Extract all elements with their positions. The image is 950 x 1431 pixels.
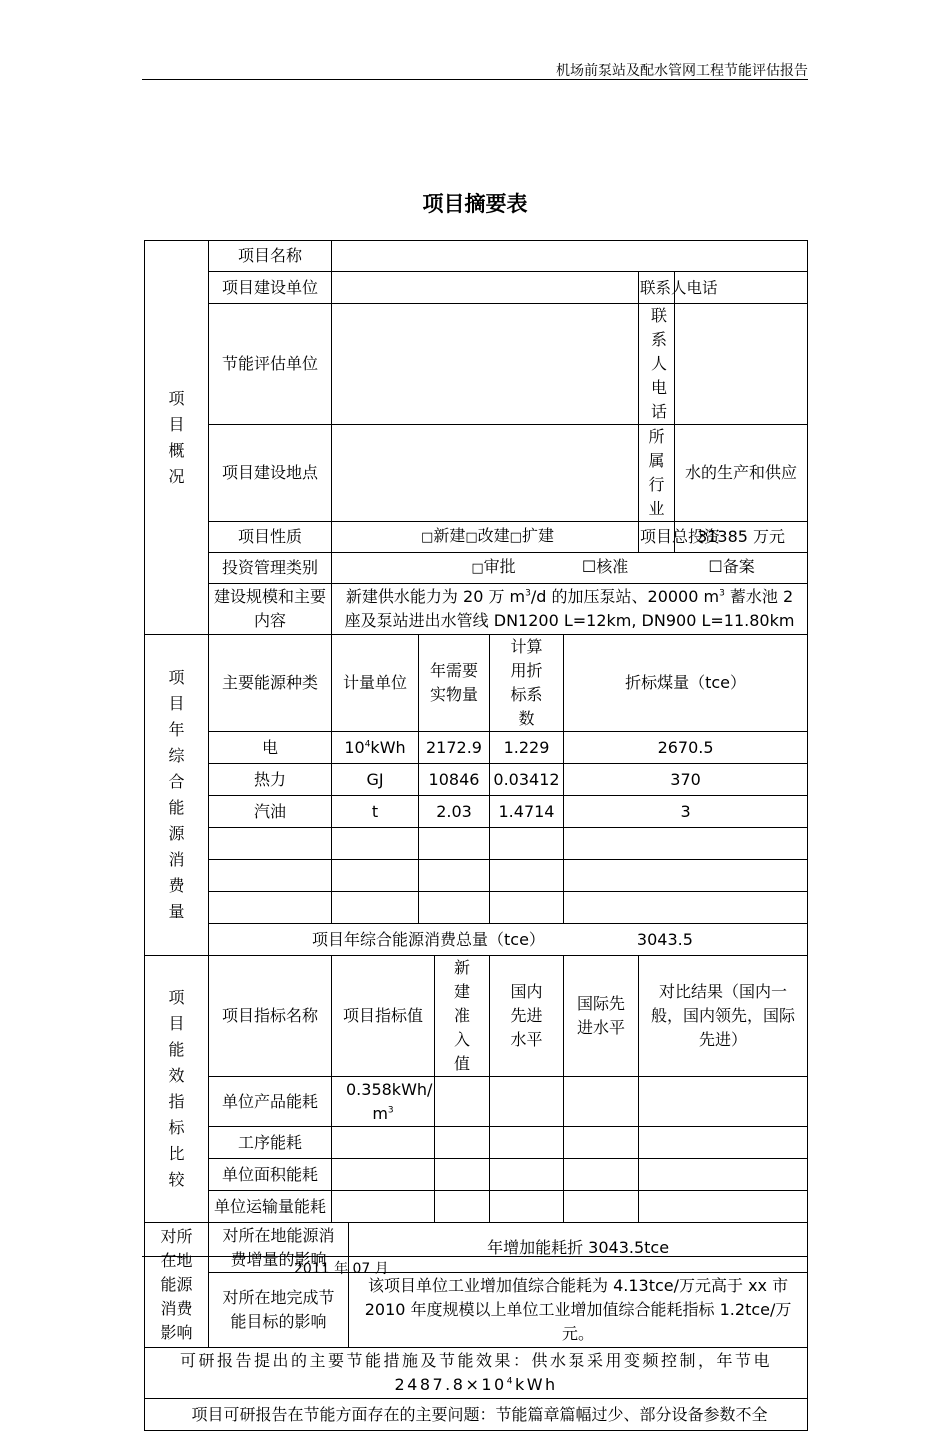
empty-cell (639, 1077, 808, 1127)
empty-cell (639, 1127, 808, 1159)
project-name-label: 项目名称 (209, 241, 332, 272)
mgmt-approve-label: 审批 (483, 557, 516, 576)
efficiency-name-cell: 单位运输量能耗 (209, 1191, 332, 1223)
table-row (145, 828, 808, 860)
table-row (145, 584, 808, 635)
issues-cell: 项目可研报告在节能方面存在的主要问题：节能篇章篇幅过少、部分设备参数不全 (145, 1399, 808, 1431)
checkbox-expand-icon: □ (509, 530, 522, 545)
empty-cell (435, 1077, 490, 1127)
table-row (145, 1348, 808, 1399)
energy-unit-cell: $10^4kWh$ (332, 732, 419, 764)
energy-coal-cell: 3 (564, 796, 808, 828)
empty-cell (564, 1159, 639, 1191)
table-row (145, 732, 808, 764)
empty-cell (419, 860, 490, 892)
energy-unit-cell: t (332, 796, 419, 828)
table-row (145, 425, 808, 522)
energy-coal-cell: 370 (564, 764, 808, 796)
efficiency-value-cell (332, 1127, 435, 1159)
measures-cell: 可研报告提出的主要节能措施及节能效果：供水泵采用变频控制，年节电 $2487.8\times 10^4kWh$ (145, 1348, 808, 1399)
contact-phone-label: 联系人电话 (639, 272, 675, 304)
efficiency-name-cell: 工序能耗 (209, 1127, 332, 1159)
energy-factor-cell: 1.229 (490, 732, 564, 764)
section-label-overview: 项目概况 (145, 241, 209, 635)
scale-label: 建设规模和主要内容 (209, 584, 332, 635)
energy-total-row (209, 924, 808, 956)
energy-annual-cell: 10846 (419, 764, 490, 796)
investment-label: 项目总投资 (639, 522, 675, 553)
section-label-impact: 对所在地能源消费影响 (145, 1223, 209, 1348)
empty-cell (564, 1077, 639, 1127)
energy-factor-cell: 0.03412 (490, 764, 564, 796)
empty-cell (490, 1159, 564, 1191)
table-row (145, 764, 808, 796)
contact-phone-value-2 (675, 304, 808, 425)
empty-cell (639, 1191, 808, 1223)
nature-expand-label: 扩建 (521, 526, 554, 545)
table-row (145, 956, 808, 1077)
empty-cell (490, 828, 564, 860)
empty-cell (490, 1127, 564, 1159)
table-row (145, 522, 808, 553)
header-energy-type: 主要能源种类 (209, 635, 332, 732)
checkbox-approve-icon: □ (471, 561, 484, 576)
checkbox-record-icon: ☐ (708, 557, 723, 576)
header-coal: 折标煤量（tce） (564, 635, 808, 732)
energy-total-label: 项目年综合能源消费总量（tce） (312, 929, 545, 949)
empty-cell (490, 1191, 564, 1223)
nature-options (332, 522, 639, 553)
table-row (145, 1191, 808, 1223)
industry-value: 水的生产和供应 (675, 425, 808, 522)
mgmt-label: 投资管理类别 (209, 553, 332, 584)
table-row (145, 1159, 808, 1191)
empty-cell (209, 892, 332, 924)
assessor-value (332, 304, 639, 425)
investment-value: 31385 万元 (675, 522, 808, 553)
header-unit: 计量单位 (332, 635, 419, 732)
energy-total-value: 3043.5 (636, 929, 693, 949)
table-row (145, 304, 808, 425)
table-row (145, 1223, 808, 1273)
table-row (145, 1127, 808, 1159)
empty-cell (435, 1159, 490, 1191)
checkbox-verify-icon: ☐ (581, 557, 597, 576)
energy-annual-cell: 2.03 (419, 796, 490, 828)
impact-increase-value: 年增加能耗折 3043.5tce (349, 1223, 808, 1273)
header-index-name: 项目指标名称 (209, 956, 332, 1077)
empty-cell (564, 892, 808, 924)
table-row (145, 241, 808, 272)
empty-cell (332, 828, 419, 860)
table-row (145, 796, 808, 828)
impact-target-value: 该项目单位工业增加值综合能耗为 4.13tce/万元高于 xx 市 2010 年度规模以上单位工业增加值综合能耗指标 1.2tce/万元。 (349, 1273, 808, 1348)
empty-cell (490, 1077, 564, 1127)
impact-target-label: 对所在地完成节能目标的影响 (209, 1273, 349, 1348)
table-row (145, 924, 808, 956)
project-name-value (332, 241, 808, 272)
location-label: 项目建设地点 (209, 425, 332, 522)
energy-type-cell: 电 (209, 732, 332, 764)
empty-cell (435, 1127, 490, 1159)
table-row (145, 892, 808, 924)
impact-increase-label: 对所在地能源消费增量的影响 (209, 1223, 349, 1273)
empty-cell (419, 892, 490, 924)
header-factor: 计算用折标系数 (490, 635, 564, 732)
table-row (145, 553, 808, 584)
efficiency-value-cell: 0.358kWh/ $m^3$ (332, 1077, 435, 1127)
energy-coal-cell: 2670.5 (564, 732, 808, 764)
table-row (145, 635, 808, 732)
document-header-title: 机场前泵站及配水管网工程节能评估报告 (556, 63, 808, 79)
scale-content: 新建供水能力为 20 万 $m^3/d$ 的加压泵站、20000 $m^3$ 蓄水池 2 座及泵站进出水管线 DN1200 L=12km, DN900 L=11.80km (332, 584, 808, 635)
empty-cell (435, 1191, 490, 1223)
empty-cell (490, 892, 564, 924)
energy-factor-cell: 1.4714 (490, 796, 564, 828)
checkbox-new-icon: □ (421, 530, 434, 545)
contact-phone-label-2: 联系人电话 (639, 304, 675, 425)
nature-label: 项目性质 (209, 522, 332, 553)
energy-type-cell: 热力 (209, 764, 332, 796)
builder-value (332, 272, 639, 304)
efficiency-value-cell (332, 1159, 435, 1191)
empty-cell (419, 828, 490, 860)
table-row (145, 1273, 808, 1348)
builder-label: 项目建设单位 (209, 272, 332, 304)
nature-new-label: 新建 (433, 526, 466, 545)
header-index-value: 项目指标值 (332, 956, 435, 1077)
table-row (145, 860, 808, 892)
page-title: 项目摘要表 (422, 192, 528, 216)
header-divider (142, 79, 808, 80)
efficiency-name-cell: 单位面积能耗 (209, 1159, 332, 1191)
empty-cell (639, 1159, 808, 1191)
empty-cell (490, 860, 564, 892)
footer-date: 2011 年 07 月 (294, 1261, 389, 1277)
industry-label: 所属行业 (639, 425, 675, 522)
header-entry-value: 新建准入值 (435, 956, 490, 1077)
footer-divider (142, 1256, 808, 1257)
mgmt-options (332, 553, 808, 584)
efficiency-value-cell (332, 1191, 435, 1223)
empty-cell (564, 860, 808, 892)
table-row (145, 1399, 808, 1431)
project-summary-table (144, 240, 808, 1431)
empty-cell (564, 1127, 639, 1159)
energy-unit-cell: GJ (332, 764, 419, 796)
empty-cell (332, 860, 419, 892)
assessor-label: 节能评估单位 (209, 304, 332, 425)
header-annual: 年需要实物量 (419, 635, 490, 732)
mgmt-verify-label: 核准 (596, 557, 629, 576)
energy-type-cell: 汽油 (209, 796, 332, 828)
empty-cell (332, 892, 419, 924)
section-label-efficiency: 项目能效指标比较 (145, 956, 209, 1223)
empty-cell (209, 860, 332, 892)
location-value (332, 425, 639, 522)
table-row (145, 272, 808, 304)
section-label-energy: 项目年综合能源消费量 (145, 635, 209, 956)
header-intl-advanced: 国际先进水平 (564, 956, 639, 1077)
header-domestic-advanced: 国内先进水平 (490, 956, 564, 1077)
empty-cell (564, 1191, 639, 1223)
empty-cell (209, 828, 332, 860)
nature-rebuild-label: 改建 (477, 526, 510, 545)
efficiency-name-cell: 单位产品能耗 (209, 1077, 332, 1127)
checkbox-rebuild-icon: □ (465, 530, 478, 545)
energy-annual-cell: 2172.9 (419, 732, 490, 764)
empty-cell (564, 828, 808, 860)
mgmt-record-label: 备案 (722, 557, 755, 576)
header-compare-result: 对比结果（国内一般，国内领先，国际先进） (639, 956, 808, 1077)
table-row (145, 1077, 808, 1127)
